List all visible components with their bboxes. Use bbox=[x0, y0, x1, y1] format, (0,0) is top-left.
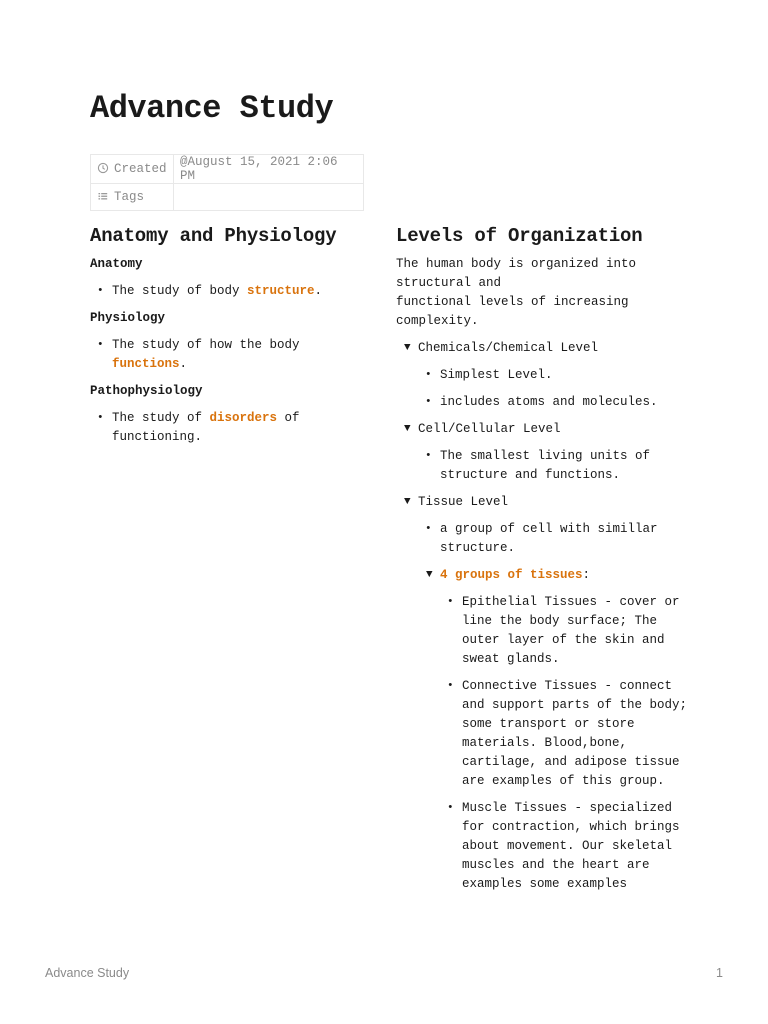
anatomy-physiology-heading: Anatomy and Physiology bbox=[90, 225, 337, 247]
list-item: • Simplest Level. bbox=[418, 366, 696, 385]
physiology-list bbox=[90, 336, 380, 374]
property-key-created bbox=[91, 155, 174, 184]
triangle-down-icon[interactable]: ▼ bbox=[404, 496, 411, 508]
highlight-text: disorders bbox=[209, 411, 278, 425]
list-item: • includes atoms and molecules. bbox=[418, 393, 696, 412]
list-item: • The smallest living units of structure and functions. bbox=[418, 447, 696, 485]
clock-icon bbox=[97, 162, 109, 174]
triangle-down-icon[interactable]: ▼ bbox=[404, 342, 411, 354]
tags-value[interactable] bbox=[174, 184, 364, 211]
property-key-tags bbox=[91, 184, 174, 211]
properties-table bbox=[90, 154, 364, 211]
list-item: • Connective Tissues - connect and support parts of the body; some transport or store materials. Blood,bone, cartilage, and adipose tissue are examples of this group. bbox=[440, 677, 696, 791]
highlight-text: 4 groups of tissues bbox=[440, 568, 583, 582]
anatomy-list bbox=[90, 282, 380, 301]
list-item: • The study of body structure. bbox=[90, 282, 380, 301]
list-item: • a group of cell with simillar structure. bbox=[418, 520, 696, 558]
list-item: • The study of how the body functions. bbox=[90, 336, 380, 374]
anatomy-label: Anatomy bbox=[90, 257, 143, 271]
list-icon bbox=[97, 190, 109, 202]
anatomy-physiology-column bbox=[90, 224, 380, 455]
levels-heading: Levels of Organization bbox=[396, 225, 643, 247]
tissue-groups-list bbox=[440, 593, 696, 894]
footer-title: Advance Study bbox=[45, 966, 130, 980]
tags-label: Tags bbox=[114, 190, 145, 204]
list-item: • Muscle Tissues - specialized for contraction, which brings about movement. Our skeletal muscles and the heart are examples some examples bbox=[440, 799, 696, 894]
triangle-down-icon[interactable]: ▼ bbox=[404, 423, 411, 435]
created-value[interactable]: @August 15, 2021 2:06 PM bbox=[174, 155, 364, 184]
highlight-text: structure bbox=[247, 284, 315, 298]
triangle-down-icon[interactable]: ▼ bbox=[426, 569, 433, 581]
tissue-level-content bbox=[418, 520, 696, 894]
chemical-level-list bbox=[418, 366, 696, 412]
toggle-tissue-groups[interactable]: ▼ 4 groups of tissues: bbox=[418, 566, 696, 585]
property-row-created bbox=[91, 155, 364, 184]
tissue-level-list bbox=[418, 520, 696, 558]
pathophysiology-label: Pathophysiology bbox=[90, 384, 203, 398]
toggle-tissue-level[interactable]: ▼ Tissue Level bbox=[396, 493, 696, 512]
cellular-level-list bbox=[418, 447, 696, 485]
intro-line-2: functional levels of increasing complexity. bbox=[396, 295, 629, 328]
toggle-chemical-level[interactable]: ▼ Chemicals/Chemical Level bbox=[396, 339, 696, 358]
list-item: • The study of disorders of functioning. bbox=[90, 409, 380, 447]
toggle-cellular-level[interactable]: ▼ Cell/Cellular Level bbox=[396, 420, 696, 439]
list-item: • Epithelial Tissues - cover or line the body surface; The outer layer of the skin and sweat glands. bbox=[440, 593, 696, 669]
levels-column bbox=[396, 224, 696, 902]
footer-page-number: 1 bbox=[716, 966, 723, 980]
physiology-label: Physiology bbox=[90, 311, 166, 325]
property-row-tags bbox=[91, 184, 364, 211]
created-label: Created bbox=[114, 162, 167, 176]
highlight-text: functions bbox=[112, 357, 180, 371]
pathophysiology-list bbox=[90, 409, 380, 447]
page-title: Advance Study bbox=[90, 90, 334, 127]
intro-line-1: The human body is organized into structural and bbox=[396, 257, 637, 290]
